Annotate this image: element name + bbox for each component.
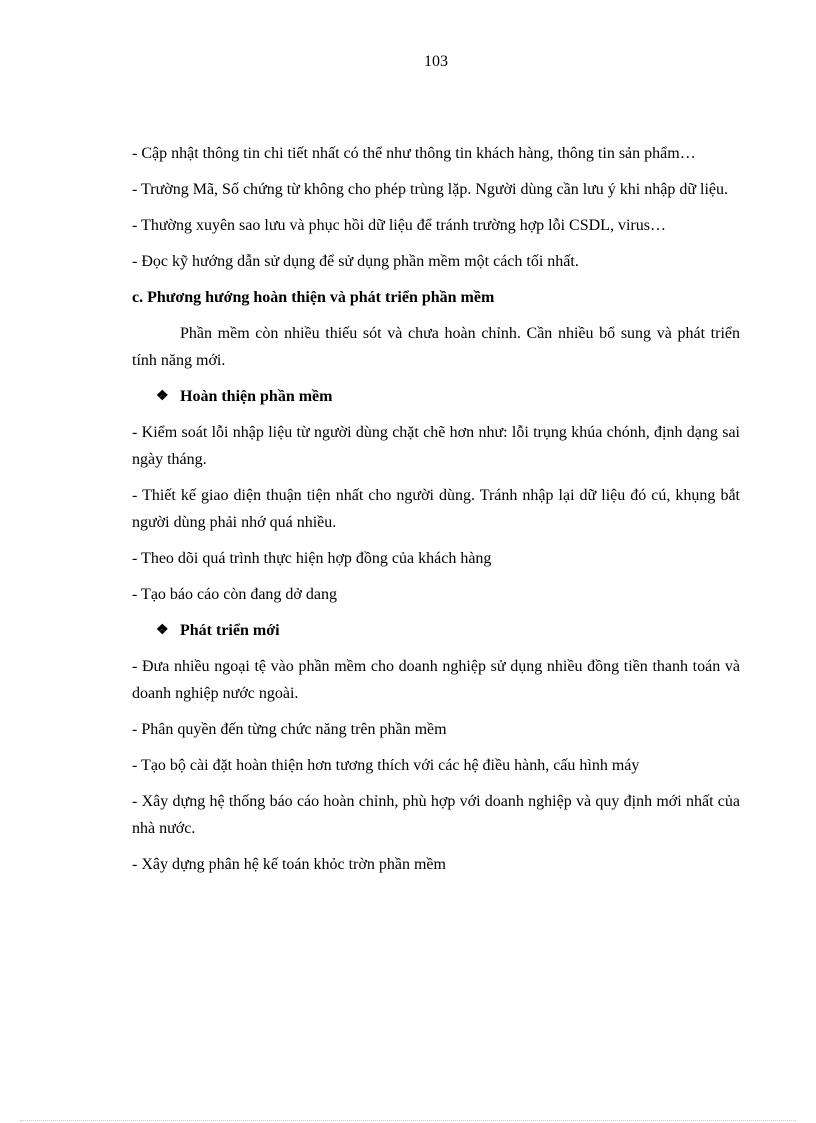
subsection-heading-improve — [156, 383, 740, 410]
list-item: - Trường Mã, Số chứng từ không cho phép trùng lặp. Người dùng cần lưu ý khi nhập dữ liệu. — [132, 181, 729, 198]
section-intro: Phần mềm còn nhiều thiếu sót và chưa hoàn chỉnh. Cần nhiều bổ sung và phát triển tính năng mới. — [132, 325, 740, 369]
list-item: - Thiết kế giao diện thuận tiện nhất cho người dùng. Tránh nhập lại dữ liệu đó cú, khụng bắt người dùng phải nhớ quá nhiều. — [132, 487, 740, 531]
list-item: - Phân quyền đến từng chức năng trên phần mềm — [132, 721, 447, 738]
section-heading: c. Phương hướng hoàn thiện và phát triển phần mềm — [132, 289, 495, 306]
list-item: - Theo dõi quá trình thực hiện hợp đồng của khách hàng — [132, 550, 492, 567]
list-item: - Kiểm soát lỗi nhập liệu từ người dùng chặt chẽ hơn như: lỗi trụng khúa chónh, định dạng sai ngày tháng. — [132, 424, 740, 468]
list-item: - Tạo bộ cài đặt hoàn thiện hơn tương thích với các hệ điều hành, cấu hình máy — [132, 757, 640, 774]
list-item: - Tạo báo cáo còn đang dở dang — [132, 586, 337, 603]
subsection-heading-label: Phát triển mới — [180, 622, 280, 639]
list-item: - Đưa nhiều ngoại tệ vào phần mềm cho doanh nghiệp sử dụng nhiều đồng tiền thanh toán và doanh nghiệp nước ngoài. — [132, 658, 740, 702]
list-item: - Cập nhật thông tin chi tiết nhất có thể như thông tin khách hàng, thông tin sản phẩm… — [132, 145, 696, 162]
diamond-bullet-icon: ❖ — [156, 623, 169, 638]
diamond-bullet-icon: ❖ — [156, 389, 169, 404]
list-item: - Đọc kỹ hướng dẫn sử dụng để sử dụng phần mềm một cách tối nhất. — [132, 253, 579, 270]
page-bottom-divider — [20, 1120, 796, 1121]
list-item: - Thường xuyên sao lưu và phục hồi dữ liệu để tránh trường hợp lỗi CSDL, virus… — [132, 217, 666, 234]
subsection-heading-develop — [156, 617, 740, 644]
document-body — [132, 140, 740, 887]
subsection-heading-label: Hoàn thiện phần mềm — [180, 388, 333, 405]
page-number: 103 — [424, 53, 448, 70]
list-item: - Xây dựng phân hệ kế toán khỏc trờn phần mềm — [132, 856, 446, 873]
list-item: - Xây dựng hệ thống báo cáo hoàn chỉnh, phù hợp với doanh nghiệp và quy định mới nhất của nhà nước. — [132, 793, 740, 837]
